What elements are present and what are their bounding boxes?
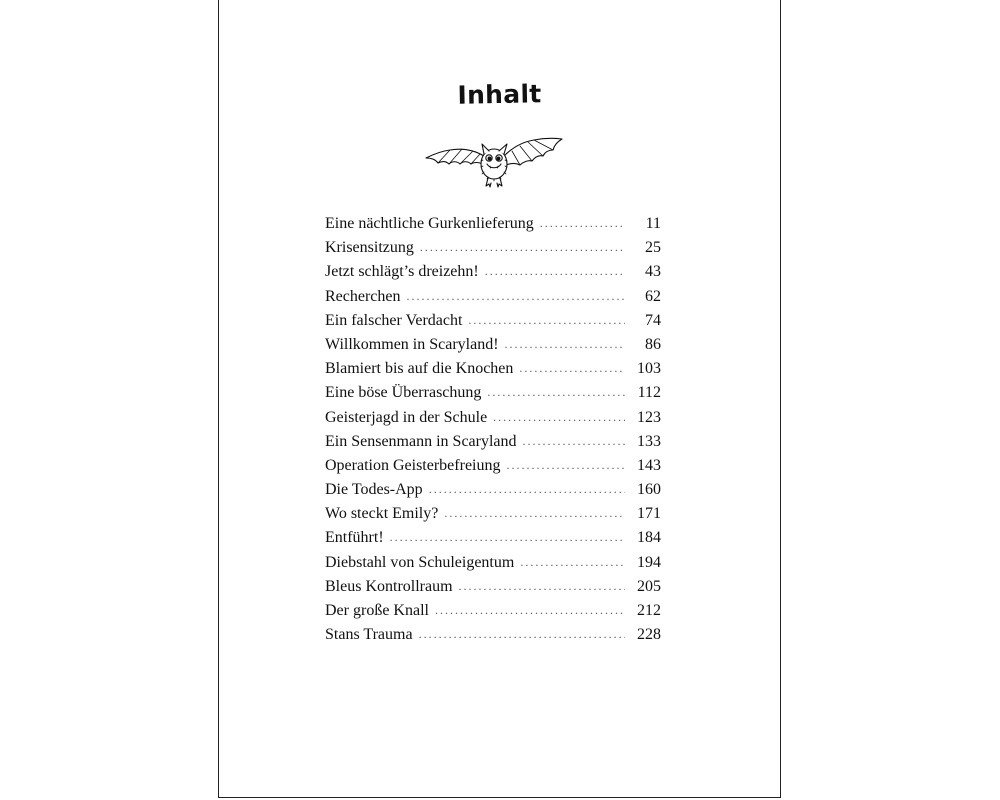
toc-entry — [325, 212, 661, 236]
toc-entry-title: Entführt! — [325, 529, 384, 547]
toc-entry-page-number: 25 — [645, 239, 661, 257]
dot-leader — [487, 380, 625, 404]
dot-leader — [505, 332, 625, 356]
toc-entry-page-number: 143 — [637, 456, 661, 474]
toc-entry-page-number: 112 — [637, 384, 661, 402]
toc-entry — [325, 236, 661, 260]
toc-entry — [325, 333, 661, 357]
toc-entry — [325, 381, 661, 405]
toc-entry-title: Bleus Kontrollraum — [325, 577, 453, 595]
toc-entry-page-number: 11 — [645, 215, 661, 232]
dot-leader — [444, 501, 625, 525]
page-title: Inhalt — [457, 79, 542, 110]
dot-leader — [493, 405, 625, 429]
toc-entry-title: Eine nächtliche Gurkenlieferung — [325, 215, 534, 232]
toc-entry-page-number: 62 — [645, 287, 661, 305]
toc-entry-page-number: 123 — [637, 408, 661, 426]
bat-illustration — [424, 130, 564, 192]
toc-entry — [325, 478, 661, 502]
dot-leader — [540, 211, 625, 235]
toc-entry-page-number: 228 — [637, 626, 661, 644]
toc-entry-title: Eine böse Überraschung — [325, 384, 482, 402]
toc-entry — [325, 309, 661, 333]
dot-leader — [485, 259, 625, 283]
toc-entry-title: Ein falscher Verdacht — [325, 311, 463, 329]
book-page — [218, 0, 781, 798]
toc-entry-page-number: 160 — [637, 481, 661, 499]
toc-entry — [325, 502, 661, 526]
dot-leader — [519, 356, 625, 380]
dot-leader — [459, 574, 625, 598]
toc-entry-title: Ein Sensenmann in Scaryland — [325, 432, 517, 450]
toc-entry — [325, 357, 661, 381]
toc-entry-page-number: 212 — [637, 602, 661, 619]
toc-entry-title: Operation Geisterbefreiung — [325, 456, 501, 474]
toc-entry — [325, 575, 661, 599]
dot-leader — [435, 598, 625, 622]
toc-entry-page-number: 103 — [637, 360, 661, 378]
dot-leader — [420, 235, 625, 259]
toc-entry — [325, 526, 661, 550]
dot-leader — [429, 477, 625, 501]
toc-entry — [325, 406, 661, 430]
toc-entry — [325, 551, 661, 575]
toc-entry — [325, 623, 661, 647]
toc-entry-title: Jetzt schlägt’s dreizehn! — [325, 263, 479, 281]
dot-leader — [520, 550, 625, 574]
toc-entry-title: Stans Trauma — [325, 626, 413, 644]
toc-entry-title: Der große Knall — [325, 602, 429, 619]
table-of-contents — [325, 212, 661, 647]
toc-entry-page-number: 184 — [637, 529, 661, 547]
dot-leader — [390, 525, 625, 549]
toc-entry-page-number: 133 — [637, 432, 661, 450]
dot-leader — [506, 453, 625, 477]
dot-leader — [419, 622, 625, 646]
toc-entry-title: Geisterjagd in der Schule — [325, 408, 488, 426]
dot-leader — [468, 308, 625, 332]
toc-entry — [325, 260, 661, 284]
toc-entry-title: Die Todes-App — [325, 481, 423, 499]
dot-leader — [523, 429, 625, 453]
toc-entry-title: Wo steckt Emily? — [325, 505, 439, 523]
toc-entry-page-number: 194 — [637, 553, 661, 571]
toc-entry-title: Diebstahl von Schuleigentum — [325, 553, 515, 571]
toc-entry-page-number: 86 — [645, 335, 661, 353]
toc-entry — [325, 430, 661, 454]
toc-entry-title: Blamiert bis auf die Knochen — [325, 360, 514, 378]
toc-entry-title: Recherchen — [325, 287, 401, 305]
dot-leader — [407, 284, 625, 308]
toc-entry-page-number: 171 — [637, 505, 661, 523]
toc-entry — [325, 454, 661, 478]
toc-entry-page-number: 43 — [645, 263, 661, 281]
toc-entry-title: Willkommen in Scaryland! — [325, 335, 499, 353]
toc-entry-page-number: 205 — [637, 577, 661, 595]
toc-entry — [325, 285, 661, 309]
toc-entry-page-number: 74 — [645, 311, 661, 329]
toc-entry-title: Krisensitzung — [325, 239, 414, 257]
toc-entry — [325, 599, 661, 623]
